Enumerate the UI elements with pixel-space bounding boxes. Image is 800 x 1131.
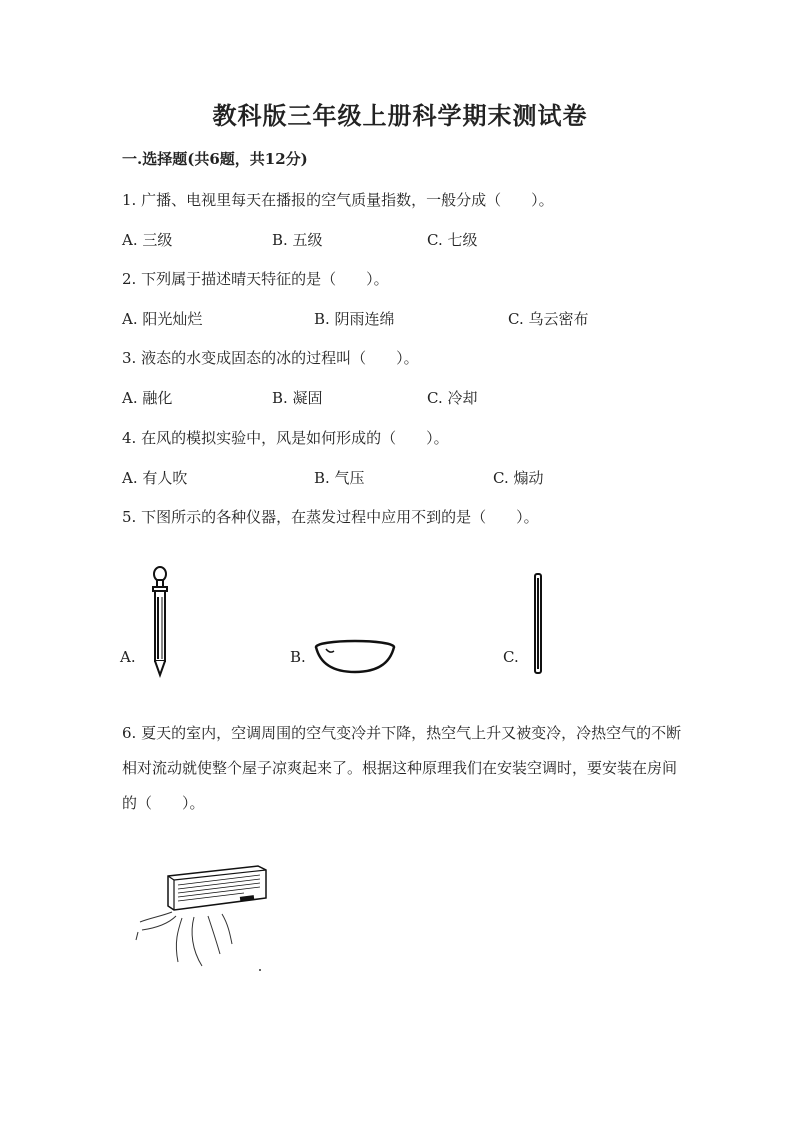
question-5: 5. 下图所示的各种仪器，在蒸发过程中应用不到的是（ ）。	[122, 508, 539, 526]
question-6: 6. 夏天的室内，空调周围的空气变冷并下降，热空气上升又被变冷，冷热空气的不断相对流动就使整个屋子凉爽起来了。根据这种原理我们在安装空调时，要安装在房间的（ ）。	[122, 724, 682, 812]
question-3: 3. 液态的水变成固态的冰的过程叫（ ）。	[122, 349, 419, 367]
page-title: 教科版三年级上册科学期末测试卷	[212, 101, 588, 130]
question-4: 4. 在风的模拟实验中，风是如何形成的（ ）。	[122, 429, 449, 447]
dropper-icon	[145, 565, 175, 680]
air-conditioner-icon	[132, 862, 272, 974]
q2-option-a: A. 阳光灿烂	[122, 310, 203, 328]
q3-option-a: A. 融化	[122, 389, 173, 407]
q3-option-b: B. 凝固	[272, 389, 323, 407]
q5-option-c: C.	[503, 648, 519, 666]
q2-option-c: C. 乌云密布	[508, 310, 589, 328]
q5-option-a: A.	[120, 648, 136, 666]
section-heading: 一.选择题(共6题，共12分)	[122, 150, 308, 168]
glass-rod-icon	[533, 572, 543, 675]
q1-option-a: A. 三级	[122, 231, 173, 249]
question-1: 1. 广播、电视里每天在播报的空气质量指数，一般分成（ ）。	[122, 191, 554, 209]
q4-option-b: B. 气压	[314, 469, 365, 487]
q4-option-c: C. 煽动	[493, 469, 544, 487]
q4-option-a: A. 有人吹	[122, 469, 188, 487]
q1-option-c: C. 七级	[427, 231, 478, 249]
q2-option-b: B. 阴雨连绵	[314, 310, 395, 328]
q3-option-c: C. 冷却	[427, 389, 478, 407]
q5-option-b: B.	[290, 648, 306, 666]
q1-option-b: B. 五级	[272, 231, 323, 249]
evaporating-dish-icon	[312, 638, 398, 676]
question-2: 2. 下列属于描述晴天特征的是（ ）。	[122, 270, 389, 288]
